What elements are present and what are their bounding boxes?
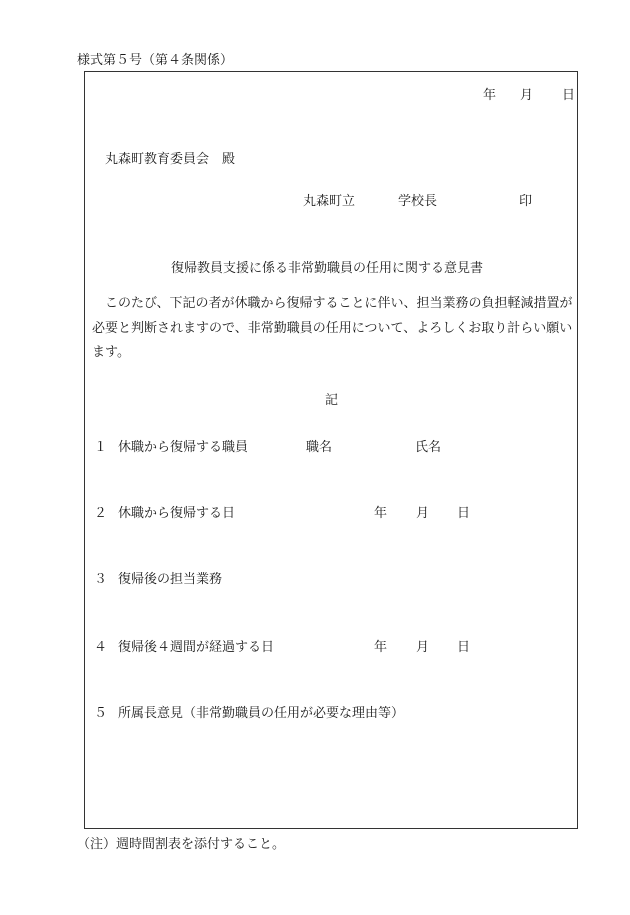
sender-title: 学校長	[398, 194, 438, 209]
item-4-year-label: 年	[374, 640, 388, 655]
item-2-year-label: 年	[374, 506, 388, 521]
item-1-number: １	[94, 440, 108, 455]
item-2-day-label: 日	[457, 506, 471, 521]
date-year-label: 年	[483, 88, 497, 103]
item-4-label: 復帰後４週間が経過する日	[118, 640, 275, 655]
item-1-position-label: 職名	[306, 440, 333, 455]
item-4-month-label: 月	[416, 640, 430, 655]
item-2-month-label: 月	[416, 506, 430, 521]
item-3-label: 復帰後の担当業務	[118, 572, 223, 587]
sender-town: 丸森町立	[303, 194, 356, 209]
footnote: （注）週時間割表を添付すること。	[77, 837, 286, 852]
document-title: 復帰教員支援に係る非常勤職員の任用に関する意見書	[171, 261, 484, 276]
item-2-label: 休職から復帰する日	[118, 506, 236, 521]
item-4-day-label: 日	[457, 640, 471, 655]
item-2-number: ２	[94, 506, 108, 521]
ki-heading: 記	[325, 393, 339, 408]
addressee: 丸森町教育委員会 殿	[105, 152, 236, 167]
item-3-number: ３	[94, 572, 108, 587]
item-5-number: ５	[94, 706, 108, 721]
item-1-name-label: 氏名	[415, 440, 442, 455]
item-4-number: ４	[94, 640, 108, 655]
date-day-label: 日	[562, 88, 576, 103]
form-number: 様式第５号（第４条関係）	[77, 53, 234, 68]
seal-mark: 印	[519, 194, 533, 209]
body-text: このたび、下記の者が休職から復帰することに伴い、担当業務の負担軽減措置が必要と判断されますので、非常勤職員の任用について、よろしくお取り計らい願います。	[92, 296, 573, 360]
date-month-label: 月	[520, 88, 534, 103]
item-1-label: 休職から復帰する職員	[118, 440, 249, 455]
item-5-label: 所属長意見（非常勤職員の任用が必要な理由等）	[118, 706, 405, 721]
